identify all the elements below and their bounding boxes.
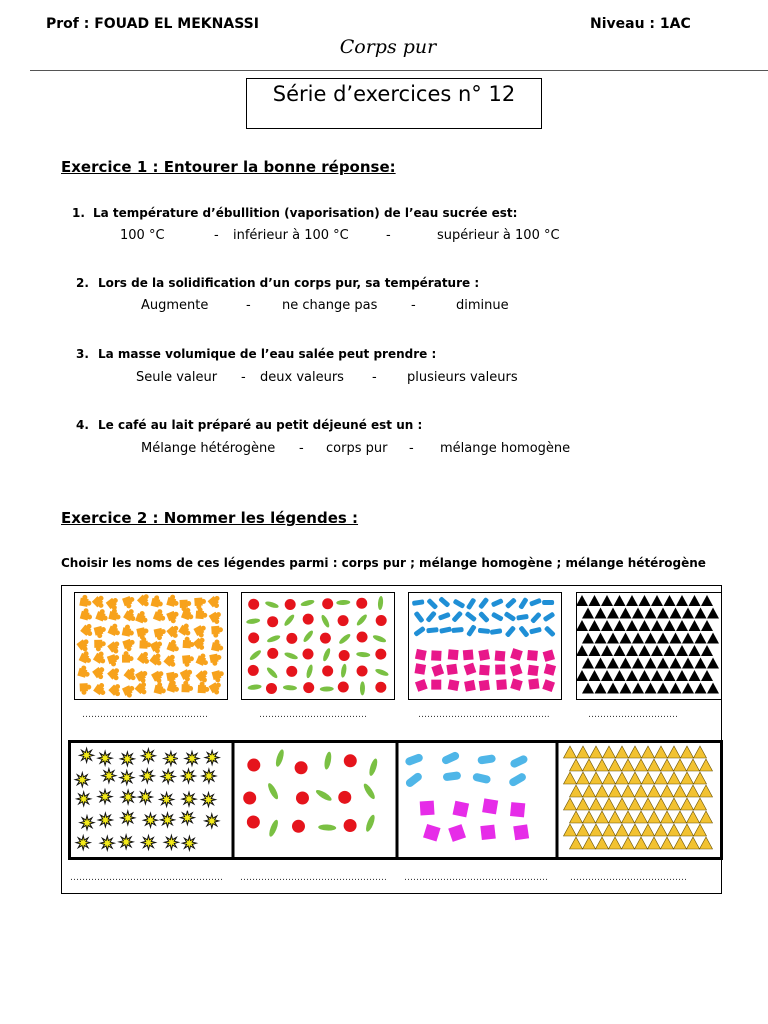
- yellow-star-particle: [120, 771, 134, 785]
- pink-particle: [463, 649, 474, 660]
- red-particle: [344, 819, 357, 832]
- q4-option-3[interactable]: mélange homogène: [440, 441, 571, 456]
- red-particle: [375, 649, 386, 660]
- yellow-star-particle: [205, 814, 219, 828]
- image-red-green-particles: [241, 592, 395, 700]
- answer-blank-1[interactable]: ……………………………………: [82, 710, 208, 720]
- red-particle: [248, 599, 259, 610]
- yellow-star-particle: [205, 751, 219, 765]
- q4-option-1[interactable]: Mélange hétérogène: [141, 441, 276, 456]
- yellow-star-particle: [202, 769, 216, 783]
- exercise2-instruction: Choisir les noms de ces légendes parmi : corps pur ; mélange homogène ; mélange hétérogène: [61, 556, 706, 570]
- red-particle: [248, 665, 259, 676]
- yellow-star-particle: [141, 749, 155, 763]
- pink-particle: [464, 680, 476, 692]
- yellow-star-particle: [144, 813, 158, 827]
- yellow-star-particle: [160, 793, 174, 807]
- red-particle: [267, 648, 278, 659]
- level-label: Niveau : 1AC: [590, 16, 691, 32]
- orange-particle-lobe: [124, 651, 129, 656]
- red-particle: [248, 632, 259, 643]
- yellow-star-particle: [80, 816, 94, 830]
- image-row-2: [68, 740, 723, 860]
- yellow-star-particle: [77, 792, 91, 806]
- yellow-star-particle: [120, 752, 134, 766]
- red-particle: [339, 650, 350, 661]
- red-particle: [375, 682, 386, 693]
- yellow-star-particle: [140, 769, 154, 783]
- yellow-star-particle: [164, 835, 178, 849]
- yellow-star-particle: [202, 793, 216, 807]
- question-4-number: 4.: [76, 418, 89, 432]
- q2-option-1[interactable]: Augmente: [141, 298, 209, 313]
- yellow-star-particle: [182, 769, 196, 783]
- pink-particle: [448, 649, 459, 660]
- yellow-star-particle: [161, 770, 175, 784]
- yellow-star-particle: [102, 769, 116, 783]
- yellow-star-particle: [182, 836, 196, 850]
- pink-particle: [527, 665, 538, 676]
- yellow-star-particle: [121, 811, 135, 825]
- yellow-star-particle: [142, 836, 156, 850]
- q2-separator-1: -: [246, 298, 251, 313]
- answer-blank-3[interactable]: ……………………………………..: [418, 710, 550, 720]
- q2-separator-2: -: [411, 298, 416, 313]
- exercise2-heading: Exercice 2 : Nommer les légendes :: [61, 509, 359, 527]
- yellow-star-particle: [185, 752, 199, 766]
- red-particle: [267, 616, 278, 627]
- red-particle: [296, 792, 309, 805]
- pink-particle: [431, 680, 441, 690]
- yellow-star-particle: [98, 790, 112, 804]
- q1-separator-2: -: [386, 228, 391, 243]
- pink-particle: [496, 679, 507, 690]
- yellow-star-particle: [138, 790, 152, 804]
- q1-separator-1: -: [214, 228, 219, 243]
- image-orange-particles: [74, 592, 228, 700]
- answer-blank-8[interactable]: …………………………………: [570, 873, 687, 883]
- q1-option-3[interactable]: supérieur à 100 °C: [437, 228, 560, 243]
- red-particle: [286, 666, 297, 677]
- question-4-text: Le café au lait préparé au petit déjeuné est un :: [98, 418, 423, 432]
- series-title: Série d’exercices n° 12: [272, 82, 516, 106]
- q2-option-2[interactable]: ne change pas: [282, 298, 378, 313]
- red-particle: [247, 759, 260, 772]
- red-particle: [338, 791, 351, 804]
- question-3-text: La masse volumique de l’eau salée peut prendre :: [98, 347, 437, 361]
- subject-subtitle: Corps pur: [339, 36, 437, 58]
- pink-particle: [495, 651, 506, 662]
- yellow-star-particle: [164, 752, 178, 766]
- red-particle: [356, 598, 367, 609]
- pink-particle: [431, 650, 441, 660]
- yellow-star-particle: [119, 835, 133, 849]
- q4-separator-2: -: [409, 441, 414, 456]
- violet-particle: [480, 825, 495, 840]
- red-particle: [357, 666, 368, 677]
- red-particle: [295, 761, 308, 774]
- violet-particle: [510, 802, 525, 817]
- violet-particle: [513, 824, 529, 840]
- violet-particle: [453, 801, 470, 818]
- pink-particle: [446, 664, 457, 675]
- pink-particle: [415, 649, 427, 661]
- yellow-star-particle: [98, 751, 112, 765]
- blue-particle: [542, 600, 554, 605]
- question-3-number: 3.: [76, 347, 89, 361]
- red-particle: [266, 683, 277, 694]
- q3-separator-2: -: [372, 370, 377, 385]
- question-2-number: 2.: [76, 276, 89, 290]
- image-blue-pink-layers: [408, 592, 562, 700]
- red-particle: [303, 682, 314, 693]
- yellow-star-particle: [98, 813, 112, 827]
- red-particle: [322, 598, 333, 609]
- question-2-text: Lors de la solidification d’un corps pur, sa température :: [98, 276, 480, 290]
- red-particle: [338, 682, 349, 693]
- pink-particle: [479, 680, 490, 691]
- pink-particle: [414, 663, 426, 675]
- q1-option-2[interactable]: inférieur à 100 °C: [233, 228, 349, 243]
- red-particle: [322, 666, 333, 677]
- pink-particle: [495, 664, 505, 674]
- red-particle: [292, 820, 305, 833]
- answer-blank-5[interactable]: ……………………………………………: [70, 873, 223, 883]
- q4-option-2[interactable]: corps pur: [326, 441, 388, 456]
- red-particle: [243, 791, 256, 804]
- yellow-star-particle: [80, 748, 94, 762]
- red-particle: [285, 599, 296, 610]
- image-black-triangles: [576, 592, 722, 700]
- red-particle: [286, 633, 297, 644]
- teacher-name: Prof : FOUAD EL MEKNASSI: [46, 16, 259, 32]
- exercise1-heading: Exercice 1 : Entourer la bonne réponse:: [61, 158, 396, 176]
- q1-option-1[interactable]: 100 °C: [120, 228, 165, 243]
- red-particle: [303, 614, 314, 625]
- red-particle: [344, 754, 357, 767]
- yellow-star-particle: [75, 773, 89, 787]
- yellow-star-particle: [182, 792, 196, 806]
- question-1-number: 1.: [72, 206, 85, 220]
- pink-particle: [528, 678, 539, 689]
- q3-option-3[interactable]: plusieurs valeurs: [407, 370, 518, 385]
- answer-blank-7[interactable]: …………………………………………: [404, 873, 548, 883]
- header-divider: [30, 70, 768, 71]
- q2-option-3[interactable]: diminue: [456, 298, 509, 313]
- red-particle: [320, 633, 331, 644]
- pink-particle: [448, 679, 460, 691]
- answer-blank-2[interactable]: ………………………………: [259, 710, 367, 720]
- red-particle: [376, 615, 387, 626]
- pink-particle: [478, 649, 490, 661]
- yellow-star-particle: [76, 836, 90, 850]
- violet-particle: [482, 798, 498, 814]
- pink-particle: [527, 650, 538, 661]
- red-particle: [357, 631, 368, 642]
- red-particle: [303, 649, 314, 660]
- yellow-star-particle: [180, 811, 194, 825]
- question-1-text: La température d’ébullition (vaporisation) de l’eau sucrée est:: [93, 206, 518, 220]
- q3-option-1[interactable]: Seule valeur: [136, 370, 218, 385]
- answer-blank-6[interactable]: ………………………………………….: [240, 873, 387, 883]
- q4-separator-1: -: [299, 441, 304, 456]
- orange-particle-lobe: [129, 656, 134, 661]
- yellow-star-particle: [121, 790, 135, 804]
- red-particle: [338, 615, 349, 626]
- pink-particle: [479, 665, 490, 676]
- violet-particle: [420, 801, 435, 816]
- yellow-star-particle: [161, 813, 175, 827]
- q3-separator-1: -: [241, 370, 246, 385]
- answer-blank-4[interactable]: …………………………: [588, 710, 678, 720]
- yellow-star-particle: [100, 836, 114, 850]
- q3-option-2[interactable]: deux valeurs: [260, 370, 344, 385]
- red-particle: [247, 816, 260, 829]
